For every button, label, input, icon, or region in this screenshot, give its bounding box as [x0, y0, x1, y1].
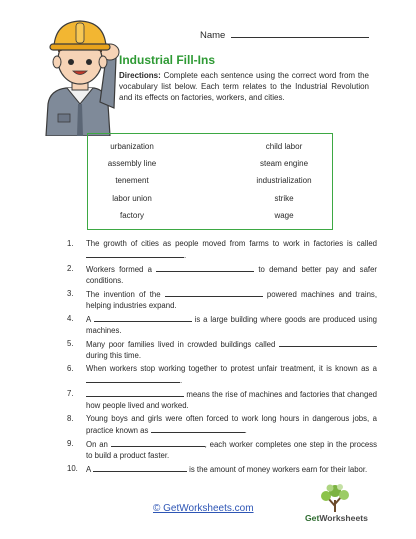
question-number: 8. [67, 414, 74, 423]
question-number: 10. [67, 464, 78, 473]
question-text: On an , each worker completes one step in the process to build a product faster. [86, 440, 377, 460]
question-item [64, 313, 377, 336]
directions [119, 70, 369, 104]
vocabulary-column-right [240, 138, 328, 224]
question-number: 1. [67, 239, 74, 248]
question-item [64, 288, 377, 311]
question-item [64, 438, 377, 461]
answer-blank[interactable] [279, 338, 377, 347]
answer-blank[interactable] [165, 288, 263, 297]
question-item [64, 413, 377, 436]
name-blank[interactable] [231, 28, 369, 38]
name-label: Name [200, 30, 226, 41]
vocabulary-word: steam engine [259, 159, 309, 169]
answer-blank[interactable] [151, 424, 245, 433]
directions-label: Directions: [119, 71, 161, 80]
question-text: The invention of the powered machines and trains, helping industries expand. [86, 290, 377, 310]
question-list [64, 238, 377, 477]
vocabulary-box [87, 133, 333, 230]
vocabulary-word: industrialization [256, 176, 312, 186]
vocabulary-column-left [88, 138, 176, 224]
vocabulary-word: urbanization [110, 142, 154, 151]
question-text: A is the amount of money workers earn for their labor. [86, 465, 368, 474]
question-text: The growth of cities as people moved from farms to work in factories is called . [86, 239, 377, 260]
question-number: 7. [67, 389, 74, 398]
question-item [64, 363, 377, 386]
answer-blank[interactable] [86, 249, 184, 258]
name-field[interactable] [200, 28, 369, 41]
worksheet-title: Industrial Fill-Ins [119, 53, 216, 67]
question-text: means the rise of machines and factories that changed how people lived and worked. [86, 390, 377, 410]
answer-blank[interactable] [86, 388, 184, 397]
question-text: A is a large building where goods are produced using machines. [86, 315, 377, 335]
construction-worker-icon [40, 18, 120, 136]
vocabulary-word: child labor [265, 142, 303, 151]
answer-blank[interactable] [156, 263, 254, 272]
question-number: 2. [67, 264, 74, 273]
vocabulary-word: assembly line [107, 159, 157, 169]
question-item [64, 338, 377, 361]
vocabulary-word: strike [274, 193, 294, 203]
vocabulary-word: labor union [112, 193, 152, 203]
question-text: Many poor families lived in crowded buildings called during this time. [86, 338, 377, 361]
question-item [64, 388, 377, 411]
question-item [64, 463, 377, 475]
question-number: 3. [67, 289, 74, 298]
answer-blank[interactable] [86, 374, 180, 383]
answer-blank[interactable] [111, 438, 205, 447]
vocabulary-word: factory [119, 210, 144, 220]
question-number: 5. [67, 339, 74, 348]
question-number: 9. [67, 439, 74, 448]
question-text: When workers stop working together to protest unfair treatment, it is known as a . [86, 364, 377, 385]
directions-text: Complete each sentence using the correct word from the vocabulary list below. Each term relates to the Industrial Revolution and its effects on factories, workers, and cities. [119, 71, 369, 103]
question-text: Workers formed a to demand better pay and safer conditions. [86, 265, 378, 285]
question-number: 6. [67, 364, 74, 373]
logo-text: GetWorksheets [305, 513, 368, 523]
question-item [64, 238, 377, 261]
question-number: 4. [67, 314, 74, 323]
vocabulary-word: tenement [115, 176, 149, 186]
question-text: Young boys and girls were often forced to work long hours in dangerous jobs, a practice known as . [86, 414, 377, 435]
getworksheets-link[interactable]: © GetWorksheets.com [153, 503, 254, 514]
answer-blank[interactable] [94, 313, 192, 322]
answer-blank[interactable] [93, 463, 187, 472]
vocabulary-word: wage [274, 210, 294, 220]
question-item [64, 263, 377, 286]
